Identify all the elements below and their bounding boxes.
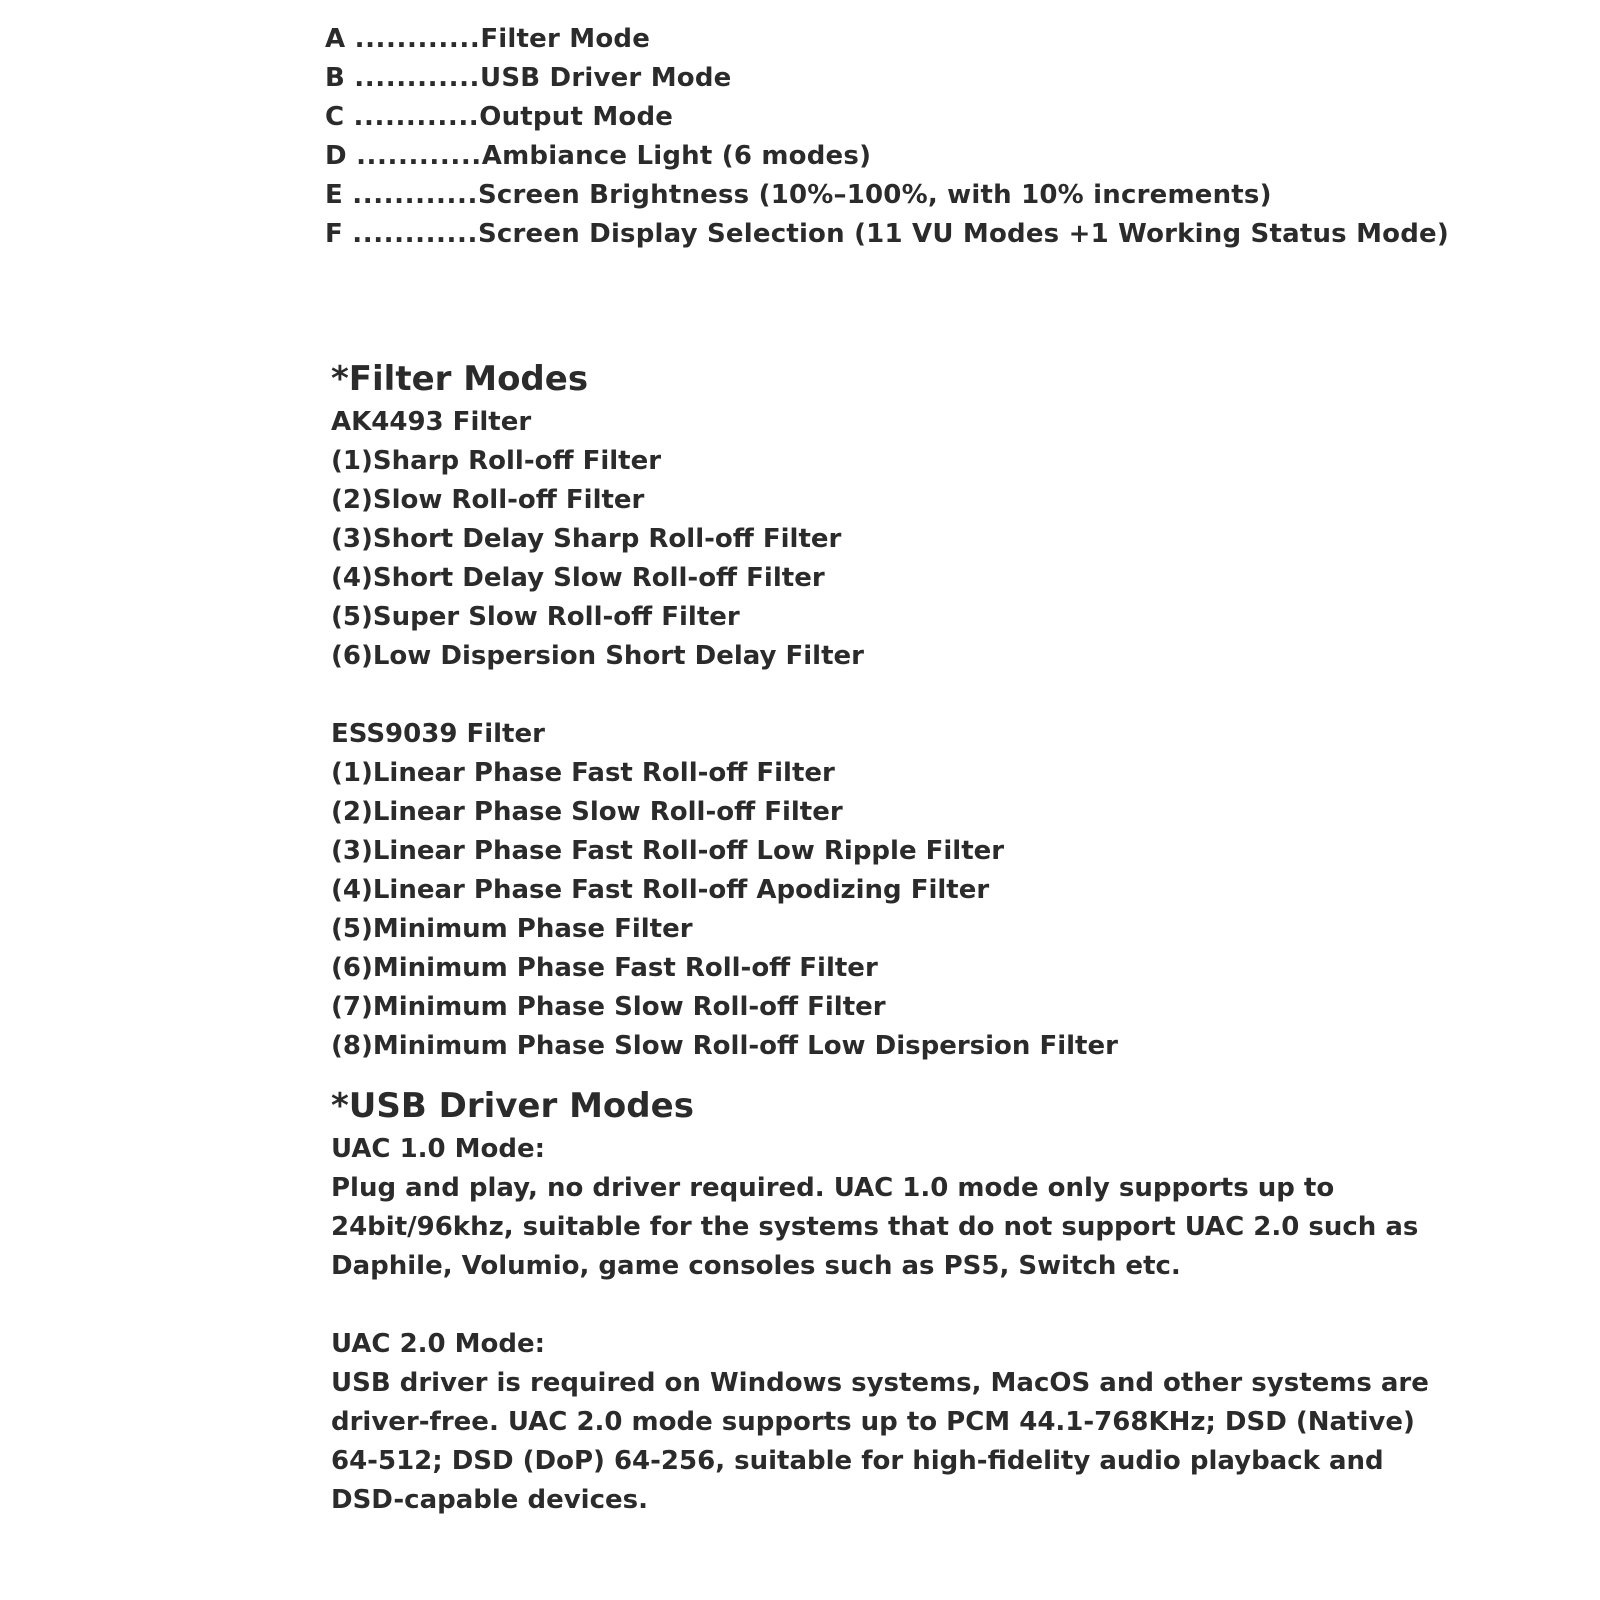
legend-key: C — [325, 102, 345, 132]
list-item: (3)Short Delay Sharp Roll-off Filter — [331, 524, 842, 554]
legend-row-c — [325, 98, 1565, 137]
list-item: (7)Minimum Phase Slow Roll-off Filter — [331, 992, 886, 1022]
ak4493-filter-list — [331, 442, 1561, 676]
uac1-mode-title: UAC 1.0 Mode: — [331, 1134, 546, 1164]
list-item: (5)Super Slow Roll-off Filter — [331, 602, 740, 632]
usb-driver-modes-section — [331, 1082, 1561, 1520]
ak4493-filter-title: AK4493 Filter — [331, 407, 532, 437]
list-item: (5)Minimum Phase Filter — [331, 914, 693, 944]
spacer — [331, 1066, 1561, 1082]
legend-dots: ............ — [354, 63, 481, 93]
paragraph-line: DSD-capable devices. — [331, 1485, 648, 1515]
legend-label: Screen Display Selection (11 VU Modes +1 Working Status Mode) — [477, 219, 1449, 249]
list-item: (1)Linear Phase Fast Roll-off Filter — [331, 758, 835, 788]
legend-dots: ............ — [352, 219, 478, 249]
list-item: (6)Minimum Phase Fast Roll-off Filter — [331, 953, 878, 983]
paragraph-line: 24bit/96khz, suitable for the systems that do not support UAC 2.0 such as — [331, 1212, 1419, 1242]
button-legend — [325, 20, 1565, 254]
list-item: (4)Short Delay Slow Roll-off Filter — [331, 563, 825, 593]
legend-row-d — [325, 137, 1565, 176]
legend-key: F — [325, 219, 343, 249]
list-item: (3)Linear Phase Fast Roll-off Low Ripple Filter — [331, 836, 1005, 866]
legend-key: E — [325, 180, 343, 210]
legend-dots: ............ — [356, 141, 482, 171]
list-item: (6)Low Dispersion Short Delay Filter — [331, 641, 864, 671]
uac2-mode-description — [331, 1364, 1429, 1520]
ess9039-filter-title: ESS9039 Filter — [331, 719, 545, 749]
spacer — [331, 1286, 1561, 1325]
legend-key: D — [325, 141, 347, 171]
legend-label: Filter Mode — [480, 24, 651, 54]
legend-key: A — [325, 24, 346, 54]
legend-row-b — [325, 59, 1565, 98]
content-column — [331, 355, 1561, 1520]
legend-label: Output Mode — [479, 102, 674, 132]
legend-label: Screen Brightness (10%–100%, with 10% increments) — [477, 180, 1272, 210]
paragraph-line: USB driver is required on Windows systems, MacOS and other systems are — [331, 1368, 1429, 1398]
paragraph-line: Daphile, Volumio, game consoles such as PS5, Switch etc. — [331, 1251, 1181, 1281]
legend-dots: ............ — [354, 24, 481, 54]
legend-label: Ambiance Light (6 modes) — [481, 141, 872, 171]
ess9039-filter-list — [331, 754, 1561, 1066]
legend-row-e — [325, 176, 1565, 215]
uac2-mode-title: UAC 2.0 Mode: — [331, 1329, 546, 1359]
legend-dots: ............ — [352, 180, 478, 210]
list-item: (1)Sharp Roll-off Filter — [331, 446, 662, 476]
uac1-mode-description — [331, 1169, 1419, 1286]
list-item: (2)Slow Roll-off Filter — [331, 485, 645, 515]
paragraph-line: driver-free. UAC 2.0 mode supports up to PCM 44.1-768KHz; DSD (Native) — [331, 1407, 1415, 1437]
filter-modes-section — [331, 355, 1561, 1066]
spacer — [331, 676, 1561, 715]
legend-row-a — [325, 20, 1565, 59]
legend-key: B — [325, 63, 346, 93]
section-heading: *USB Driver Modes — [331, 1086, 694, 1126]
list-item: (2)Linear Phase Slow Roll-off Filter — [331, 797, 843, 827]
paragraph-line: Plug and play, no driver required. UAC 1.0 mode only supports up to — [331, 1173, 1335, 1203]
paragraph-line: 64-512; DSD (DoP) 64-256, suitable for high-fidelity audio playback and — [331, 1446, 1384, 1476]
legend-dots: ............ — [353, 102, 480, 132]
list-item: (8)Minimum Phase Slow Roll-off Low Dispersion Filter — [331, 1031, 1118, 1061]
list-item: (4)Linear Phase Fast Roll-off Apodizing Filter — [331, 875, 990, 905]
legend-label: USB Driver Mode — [480, 63, 732, 93]
legend-row-f — [325, 215, 1565, 254]
section-heading: *Filter Modes — [331, 359, 589, 399]
